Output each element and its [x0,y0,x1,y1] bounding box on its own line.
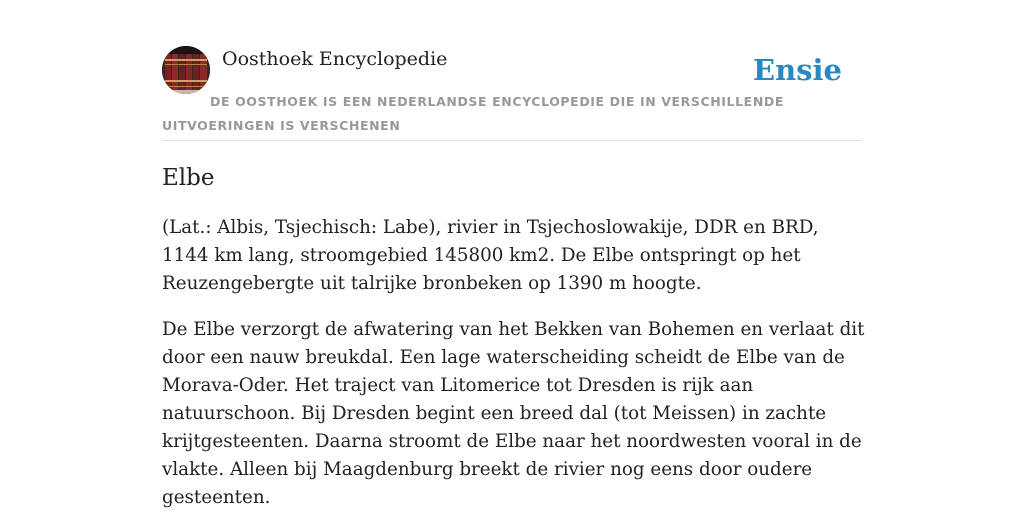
encyclopedia-books-icon[interactable] [162,46,210,94]
site-header [162,46,862,141]
article-title: Elbe [162,165,215,191]
article-paragraph: (Lat.: Albis, Tsjechisch: Labe), rivier in Tsjechoslowakije, DDR en BRD, 1144 km lang, stroomgebied 145800 km2. De Elbe ontspringt op het Reuzengebergte uit talrijke bronbeken op 1390 m hoogte. [162,217,819,294]
brand-logo[interactable]: Ensie [753,53,842,87]
article-paragraph: De Elbe verzorgt de afwatering van het Bekken van Bohemen en verlaat dit door een nauw breukdal. Een lage waterscheiding scheidt de Elbe van de Morava-Oder. Het traject van Litomerice tot Dresden is rijk aan natuurschoon. Bij Dresden begint een breed dal (tot Meissen) in zachte krijtgesteenten. Daarna stroomt de Elbe naar het noordwesten vooral in de vlakte. Alleen bij Maagdenburg breekt de rivier nog eens door oudere gesteenten. [162,319,865,508]
article [162,160,866,512]
site-title[interactable]: Oosthoek Encyclopedie [222,48,448,70]
site-tagline: DE OOSTHOEK IS EEN NEDERLANDSE ENCYCLOPEDIE DIE IN VERSCHILLENDE UITVOERINGEN IS VERSCHENEN [162,94,784,133]
